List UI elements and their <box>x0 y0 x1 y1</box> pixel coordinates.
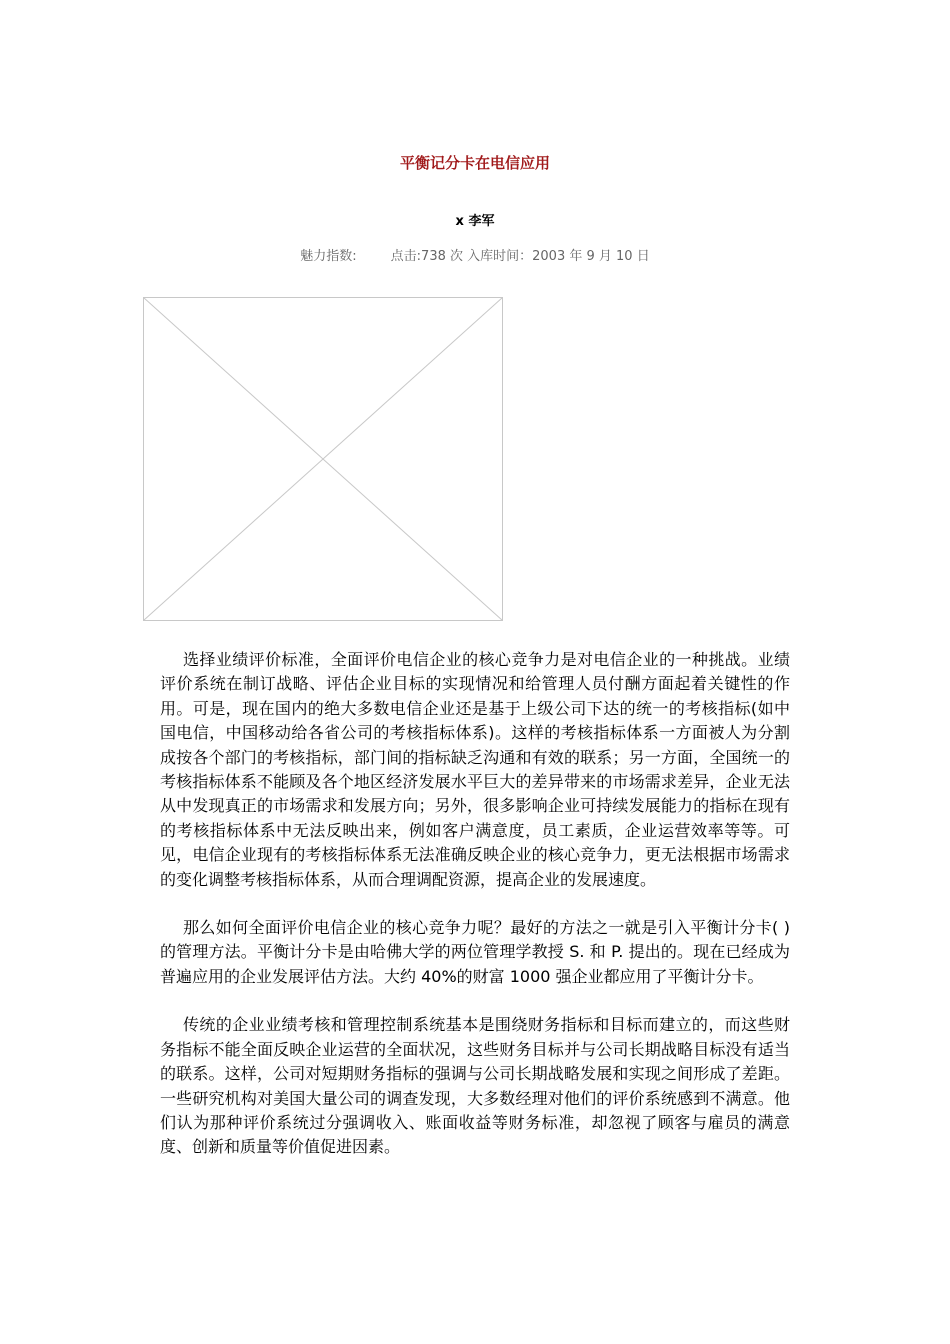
publish-date: 入库时间：2003 年 9 月 10 日 <box>467 249 650 264</box>
article-body <box>160 648 790 1184</box>
missing-image-placeholder <box>143 297 503 621</box>
body-paragraph: 那么如何全面评价电信企业的核心竞争力呢？最好的方法之一就是引入平衡计分卡( )的管理方法。平衡计分卡是由哈佛大学的两位管理学教授 S. 和 P. 提出的。现在已经成为普遍应用的企业发展评估方法。大约 40%的财富 1000 强企业都应用了平衡计分卡。 <box>160 918 790 986</box>
body-paragraph: 传统的企业业绩考核和管理控制系统基本是围绕财务指标和目标而建立的，而这些财务指标不能全面反映企业运营的全面状况，这些财务目标并与公司长期战略目标没有适当的联系。这样，公司对短期财务指标的强调与公司长期战略发展和实现之间形成了差距。一些研究机构对美国大量公司的调查发现，大多数经理对他们的评价系统感到不满意。他们认为那种评价系统过分强调收入、账面收益等财务标准，却忽视了顾客与雇员的满意度、创新和质量等价值促进因素。 <box>160 1015 790 1157</box>
article-meta <box>0 247 950 267</box>
charm-index-label: 魅力指数: <box>300 249 357 264</box>
article-author: x 李军 <box>455 214 495 229</box>
body-paragraph: 选择业绩评价标准，全面评价电信企业的核心竞争力是对电信企业的一种挑战。业绩评价系统在制订战略、评估企业目标的实现情况和给管理人员付酬方面起着关键性的作用。可是，现在国内的绝大多数电信企业还是基于上级公司下达的统一的考核指标(如中国电信，中国移动给各省公司的考核指标体系)。这样的考核指标体系一方面被人为分割成按各个部门的考核指标，部门间的指标缺乏沟通和有效的联系；另一方面，全国统一的考核指标体系不能顾及各个地区经济发展水平巨大的差异带来的市场需求差异，企业无法从中发现真正的市场需求和发展方向；另外，很多影响企业可持续发展能力的指标在现有的考核指标体系中无法反映出来，例如客户满意度，员工素质，企业运营效率等等。可见，电信企业现有的考核指标体系无法准确反映企业的核心竞争力，更无法根据市场需求的变化调整考核指标体系，从而合理调配资源，提高企业的发展速度。 <box>160 650 790 889</box>
article-title: 平衡记分卡在电信应用 <box>399 154 550 172</box>
view-count: 点击:738 次 <box>390 249 463 264</box>
